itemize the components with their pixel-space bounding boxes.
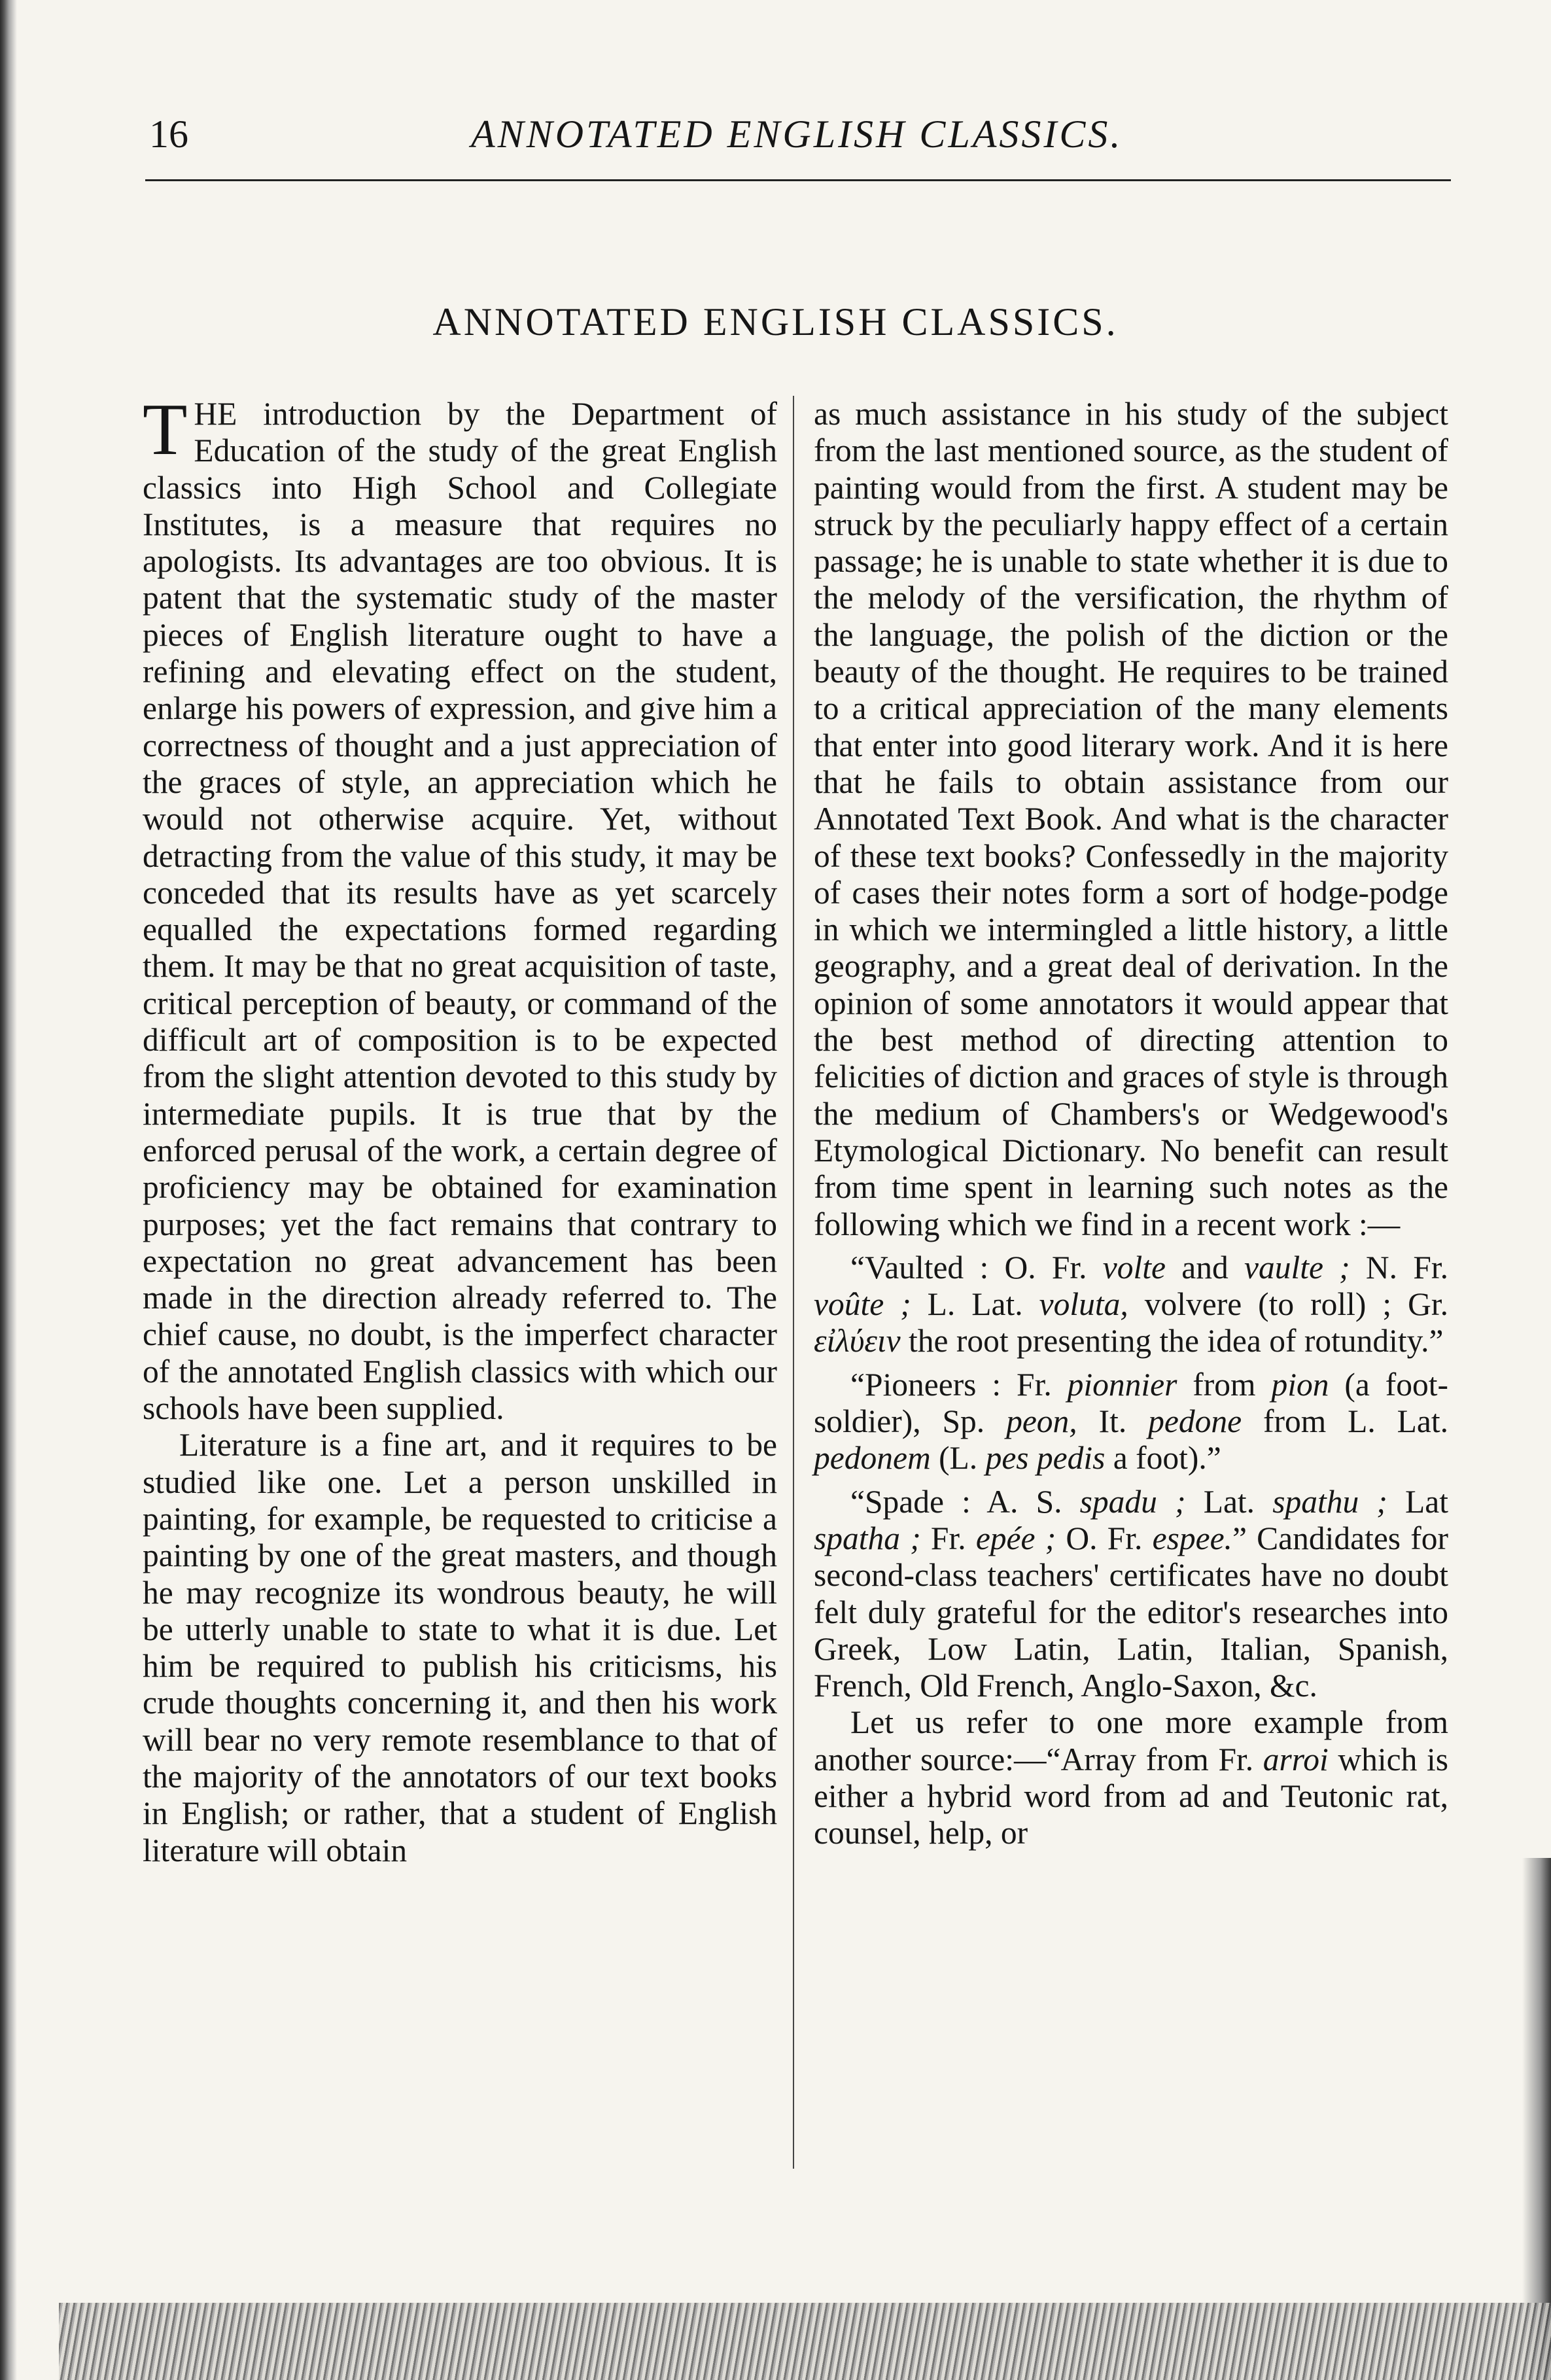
quote-pioneers: “Pioneers : Fr. pionnier from pion (a foot-soldier), Sp. peon, It. pedone from L. Lat. pedonem (L. pes pedis a foot).”	[814, 1366, 1448, 1477]
article-title: ANNOTATED ENGLISH CLASSICS.	[432, 300, 1119, 343]
scan-artifact-bottom	[59, 2303, 1551, 2380]
left-column	[143, 389, 777, 1869]
header-rule	[145, 179, 1451, 181]
running-title: ANNOTATED ENGLISH CLASSICS.	[471, 113, 1123, 156]
paragraph-literature-fine-art: Literature is a fine art, and it requires to be studied like one. Let a person unskilled in painting, for example, be requested to criticise a painting by one of the great masters, and though he may recognize its wondrous beauty, he will be utterly unable to state to what it is due. Let him be required to publish his criticisms, his crude thoughts concerning it, and then his work will bear no very remote resemblance to that of the majority of the annotators of our text books in English; or rather, that a student of English literature will obtain	[143, 1427, 777, 1868]
quote-spade: “Spade : A. S. spadu ; Lat. spathu ; Lat spatha ; Fr. epée ; O. Fr. espee.” Candidates for second-class teachers' certificates have no doubt felt duly grateful for the editor's researches into Greek, Low Latin, Latin, Italian, Spanish, French, Old French, Anglo-Saxon, &c.	[814, 1483, 1449, 1704]
right-column	[814, 396, 1448, 1852]
paragraph-array-example: Let us refer to one more example from another source:—“Array from Fr. arroi which is either a hybrid word from ad and Teutonic rat, counsel, help, or	[814, 1704, 1448, 1851]
paragraph-introduction	[143, 389, 777, 1427]
drop-cap: T	[143, 389, 188, 470]
paragraph-text: HE introduction by the Department of Education of the study of the great English classics into High School and Collegiate Institutes, is a measure that requires no apologists. Its advantages are too obvious. It is patent that the systematic study of the master pieces of English literature ought to have a refining and elevating effect on the student, enlarge his powers of expression, and give him a correctness of thought and a just appreciation of the graces of style, an appreciation which he would not otherwise acquire. Yet, without detracting from the value of this study, it may be conceded that its results have as yet scarcely equalled the expectations formed regarding them. It may be that no great acquisition of taste, critical perception of beauty, or command of the difficult art of composition is to be expected from the slight attention devoted to this study by intermediate pupils. It is true that by the enforced perusal of the work, a certain degree of proficiency may be obtained for examination purposes; yet the fact remains that contrary to expectation no great advancement has been made in the direction already referred to. The chief cause, no doubt, is the imperfect character of the annotated English classics with which our schools have been supplied.	[143, 396, 777, 1427]
page-number: 16	[149, 113, 188, 156]
paragraph-continuation: as much assistance in his study of the subject from the last mentioned source, as the student of painting would from the first. A student may be struck by the peculiarly happy effect of a certain passage; he is unable to state whether it is due to the melody of the versification, the rhythm of the language, the polish of the diction or the beauty of the thought. He requires to be trained to a critical appreciation of the many elements that enter into good literary work. And it is here that he fails to obtain assistance from our Annotated Text Book. And what is the character of these text books? Confessedly in the majority of cases their notes form a sort of hodge-podge in which we intermingled a little history, a little geography, and a great deal of derivation. In the opinion of some annotators it would appear that the best method of directing attention to felicities of diction and graces of style is through the medium of Chambers's or Wedgewood's Etymological Dictionary. No benefit can result from time spent in learning such notes as the following which we find in a recent work :—	[814, 396, 1448, 1242]
column-divider	[793, 396, 794, 2169]
scanned-page-edge-left	[0, 0, 17, 2380]
scanned-page-edge-right	[1522, 1858, 1551, 2380]
quote-vaulted: “Vaulted : O. Fr. volte and vaulte ; N. Fr. voûte ; L. Lat. voluta, volvere (to roll) ; Gr. εἰλύειν the root presenting the idea of rotundity.”	[814, 1249, 1449, 1359]
running-head	[0, 105, 1551, 164]
